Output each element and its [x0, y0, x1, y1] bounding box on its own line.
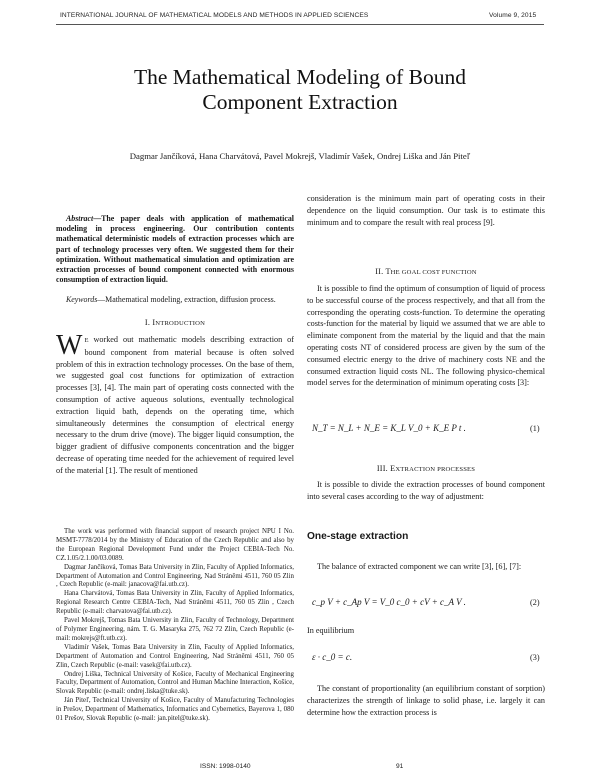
abstract: [56, 214, 294, 285]
footnote: Vladimír Vašek, Tomas Bata University in Zlin, Faculty of Applied Informatics, Department of Automation and Control Engineering, Nad Stráněmi 4511, 760 05 Zlin, Czech Republic (e-mail: vasek@fai.utb.cz).: [56, 643, 294, 669]
goal-text: It is possible to find the optimum of consumption of liquid of process to be successful course of the process respectively, and that all from the corresponding the operating costs-function. To determine the operating costs-function for the material by liquid we assumed that we are able to eliminate component from the material by the liquid and that the main operating costs NT of considered process are given by the sum of the consumed electric energy to the drive of machinery costs NE and the consumed extraction liquid costs NL. The following physico-chemical model serves for the determination of minimum operating costs [3]:: [307, 284, 545, 388]
drop-cap: W: [56, 330, 83, 361]
footnote: The work was performed with financial support of research project NPU I No. MSMT-7778/2014 by the Ministry of Education of the Czech Republic and also by the European Regional Development Fund under the Project CEBIA-Tech No. CZ.1.05/2.1.00/03.0089.: [56, 528, 294, 562]
footnote: Pavel Mokrejš, Tomas Bata University in Zlin, Faculty of Technology, Department of Polymer Engineering, nám. T. G. Masaryka 275, 762 72 Zlin, Czech Republic (e-mail: mokrejs@ft.utb.cz).: [56, 617, 294, 642]
footnote: Ján Piteľ, Technical University of Košice, Faculty of Manufacturing Technologies in Prešov, Department of Mathematics, Informatics and Cybernetics, Bayerova 1, 080 01 Prešov, Slovak Republic (e-mail: jan.pitel@tuke.sk).: [56, 697, 294, 723]
goal-paragraph: [307, 283, 545, 389]
intro-paragraph: [56, 330, 294, 477]
constant-paragraph: [307, 683, 545, 718]
section-initial: T: [385, 267, 391, 276]
equilibrium-label: In equilibrium: [307, 626, 355, 635]
subheading-one-stage: One-stage extraction: [307, 531, 409, 542]
section-goal-heading: [307, 267, 545, 276]
title-line-2: Component Extraction: [202, 90, 398, 114]
equation-1: N_T = N_L + N_E = K_L V_0 + K_E P t .: [312, 423, 466, 433]
right-intro-continuation: consideration is the minimum main part of operating costs in their dependence on the liquid consumption. Our task is to estimate this minimum and to compare the result with real process [9].: [307, 194, 545, 227]
equation-3-number: (3): [530, 653, 540, 662]
constant-text: The constant of proportionality (an equilibrium constant of sorption) characterizes the strength of linkage to solid phase, i.e. largely it can determine how the extraction process is: [307, 684, 545, 717]
section-numeral: I.: [144, 318, 151, 327]
abstract-label: Abstract: [66, 214, 94, 223]
section-numeral: II.: [375, 267, 384, 276]
extraction-text: It is possible to divide the extraction processes of bound component into several cases according to the way of adjustment:: [307, 480, 545, 501]
footnotes: [56, 528, 294, 724]
journal-header: INTERNATIONAL JOURNAL OF MATHEMATICAL MODELS AND METHODS IN APPLIED SCIENCES: [60, 12, 369, 19]
footnote: Hana Charvátová, Tomas Bata University in Zlin, Faculty of Applied Informatics, Regional Research Centre CEBIA-Tech, Nad Stráněmi 4511, 760 05 Zlin , Czech Republic (e-mail: charvatova@fai.utb.cz).: [56, 590, 294, 616]
balance-text: The balance of extracted component we can write [3], [6], [7]:: [317, 562, 522, 571]
page-number: 91: [396, 763, 404, 770]
paper-title: [60, 65, 540, 115]
section-numeral: III.: [376, 464, 388, 473]
keywords-text: —Mathematical modeling, extraction, diffusion process.: [97, 295, 276, 304]
equation-2-number: (2): [530, 598, 540, 607]
section-intro-heading: [56, 318, 294, 327]
section-initial: I: [152, 318, 156, 327]
volume-label: Volume 9, 2015: [489, 12, 537, 19]
section-rest: HE GOAL COST FUNCTION: [390, 269, 477, 276]
section-initial: E: [390, 464, 396, 473]
footnote: Dagmar Jančíková, Tomas Bata University in Zlin, Faculty of Applied Informatics, Department of Automation and Control Engineering, Nad Stráněmi 4511, 760 05 Zlin , Czech Republic (e-mail: janacova@fai.utb.cz).: [56, 563, 294, 589]
extraction-paragraph: [307, 479, 545, 503]
equation-2: c_p V + c_Ap V = V_0 c_0 + cV + c_A V .: [312, 597, 466, 607]
equation-1-number: (1): [530, 424, 540, 433]
footnote: Ondrej Liška, Technical University of Košice, Faculty of Mechanical Engineering Faculty, Department of Automation, Control and Human Machine Interaction, Košice, Slovak Republic (e-mail: ondrej.liska@tuke.sk).: [56, 670, 294, 696]
section-rest: XTRACTION PROCESSES: [395, 466, 476, 473]
header-rule: [56, 24, 544, 25]
keywords-label: Keywords: [66, 295, 98, 304]
intro-first-word: E: [84, 337, 89, 344]
keywords: [56, 295, 294, 305]
balance-paragraph: [307, 561, 545, 573]
issn-footer: ISSN: 1998-0140: [200, 763, 251, 770]
section-extraction-heading: [307, 464, 545, 473]
author-list: Dagmar Jančíková, Hana Charvátová, Pavel Mokrejš, Vladimír Vašek, Ondrej Liška and Ján Piteľ: [129, 151, 471, 161]
abstract-text: —The paper deals with application of mathematical modeling in process engineering. Our contribution contents mathematical deterministic models of extraction processes which are part of technology processes very often. We suggested them for their optimization. Without mathematical simulation and optimization are extraction processes of bound component connected with enormous consumption of extraction liquid.: [56, 214, 294, 285]
section-rest: NTRODUCTION: [155, 320, 206, 327]
intro-text: worked out mathematic models describing extraction of bound component from material because is often solved problem of this in extraction technology processes. On the base of them, we suggested goal cost functions for optimization of extraction processes [3], [4]. The main part of operating costs connected with the consumption of active aqueous solutions, eventually technological extraction liquid bath, depends on the operating time, which simultaneously determines the consumption of electrical energy necessary to the drum drive (move). The bigger liquid consumption, the bigger gradient of diffusive components concentration and the bigger decrease of operating time needed for the achievement of required level of the material [1]. The result of mentioned: [56, 335, 294, 475]
title-line-1: The Mathematical Modeling of Bound: [134, 65, 466, 89]
equation-3: ε · c_0 = c.: [312, 652, 353, 662]
